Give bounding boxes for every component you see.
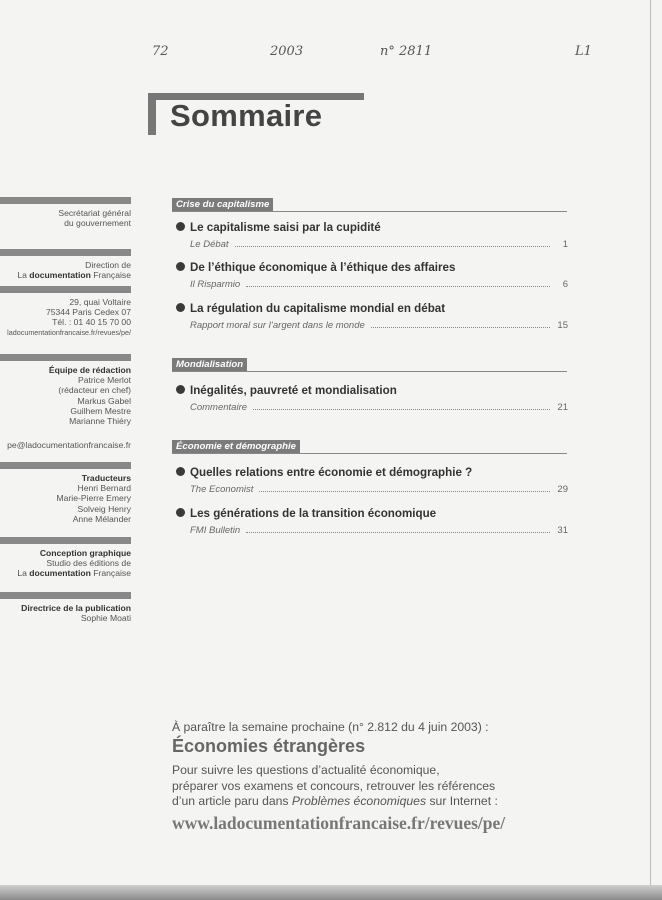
page-number: 31 [557,525,568,536]
page-number: 15 [557,320,568,331]
sidebar-block-secretariat [0,197,131,228]
bullet-icon [176,385,185,394]
sidebar-line: Markus Gabel [77,395,131,406]
sidebar-line: Anne Mélander [72,513,131,524]
sidebar-block-director [0,592,131,623]
sidebar-divider [0,249,131,256]
announce-next-title: Économies étrangères [172,736,366,756]
section-rule [172,371,567,372]
page-edge [650,0,651,900]
bullet-icon [176,262,185,271]
sidebar-line: Solveig Henry [77,503,131,514]
sidebar-line: Marianne Thiéry [69,416,131,427]
section-rule [172,453,567,454]
handwritten-note-year: 2003 [270,44,304,59]
sidebar-line: Marie-Pierre Emery [56,493,131,504]
article-source-row: Commentaire 21 [190,402,568,413]
page-title: Sommaire [170,98,323,133]
sidebar-divider [0,592,131,599]
sidebar-divider [0,354,131,361]
article-source-row: Il Risparmio 6 [190,279,568,290]
article-title[interactable]: Le capitalisme saisi par la cupidité [176,221,381,234]
sidebar-publisher-line: La documentation Française [17,270,131,281]
sidebar-block-translators [0,462,131,524]
sidebar-block-design [0,537,131,579]
sidebar-heading: Équipe de rédaction [48,365,131,375]
sidebar-divider [0,537,131,544]
section-label-mondialisation: Mondialisation [172,358,247,371]
sidebar-publisher-line: La documentation Française [17,568,131,579]
sidebar-line: Secrétariat général [58,208,131,218]
sidebar-divider [0,197,131,204]
page-number: 29 [557,484,568,495]
handwritten-note-code: L1 [575,44,592,59]
article-source-row: Le Débat 1 [190,239,568,250]
announce-body: Pour suivre les questions d’actualité économique, préparer vos examens et concours, retrouver les références d’un article paru dans Problèmes économiques sur Internet : [172,763,498,808]
sidebar-heading: Conception graphique [39,548,131,558]
sidebar-email [0,440,131,450]
article-title[interactable]: Les générations de la transition économique [176,507,436,520]
section-label-economie-demographie: Économie et démographie [172,440,300,453]
article-title[interactable]: Inégalités, pauvreté et mondialisation [176,384,397,397]
sidebar-block-address [0,286,131,338]
page-shadow [0,885,662,900]
sidebar-line: (rédacteur en chef) [58,385,131,396]
bullet-icon [176,303,185,312]
page-number: 21 [557,402,568,413]
title-bar-left [148,93,156,135]
sidebar-line: Sophie Moati [80,613,131,624]
sidebar-line: Guilhem Mestre [70,405,131,416]
sidebar-line: Studio des éditions de [46,558,131,569]
page-title-box [148,93,364,135]
next-issue-announcement [172,720,572,834]
handwritten-note-issue: n° 2811 [380,44,433,59]
sidebar-heading: Directrice de la publication [21,603,131,613]
sidebar-line: 29, quai Voltaire [69,297,131,307]
sidebar-line: Direction de [85,260,131,270]
sidebar-line: Patrice Merlot [77,375,131,386]
sidebar-line: du gouvernement [64,218,131,229]
handwritten-note-number: 72 [152,44,169,59]
sidebar-email-text: pe@ladocumentationfrancaise.fr [7,440,131,450]
bullet-icon [176,508,185,517]
article-source-row: The Economist 29 [190,484,568,495]
bullet-icon [176,222,185,231]
section-label-crise: Crise du capitalisme [172,198,273,211]
article-title[interactable]: Quelles relations entre économie et démographie ? [176,466,472,479]
article-title[interactable]: De l’éthique économique à l’éthique des affaires [176,261,455,274]
article-title[interactable]: La régulation du capitalisme mondial en débat [176,302,445,315]
announce-url-link[interactable]: www.ladocumentationfrancaise.fr/revues/pe/ [172,812,506,833]
section-rule [172,211,567,212]
sidebar-line: 75344 Paris Cedex 07 [45,307,131,318]
sidebar-divider [0,286,131,293]
announce-next-issue: À paraître la semaine prochaine (n° 2.812 du 4 juin 2003) : [172,720,489,734]
bullet-icon [176,467,185,476]
article-source-row: Rapport moral sur l’argent dans le monde 15 [190,320,568,331]
sidebar-block-direction [0,249,131,280]
sidebar-line: Henri Bernard [77,483,131,494]
sidebar-divider [0,462,131,469]
sidebar-block-editorial-team [0,354,131,426]
sidebar-website: ladocumentationfrancaise.fr/revues/pe/ [7,327,131,337]
sidebar-heading: Traducteurs [81,473,131,483]
sidebar-line: Tél. : 01 40 15 70 00 [52,317,131,328]
page-number: 6 [562,279,568,290]
page-number: 1 [562,239,568,250]
article-source-row: FMI Bulletin 31 [190,525,568,536]
